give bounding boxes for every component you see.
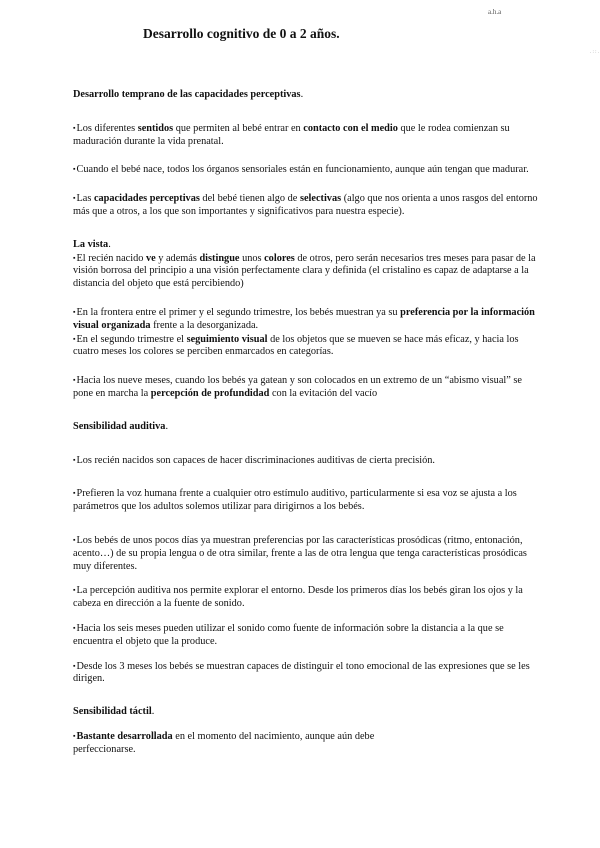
paragraph-tono-emocional: ▪ Desde los 3 meses los bebés se muestran capaces de distinguir el tono emocional de las expresiones que se les dirigen. — [73, 660, 538, 687]
section-heading-vista: La vista. — [73, 238, 111, 250]
section-heading-tactil: Sensibilidad táctil. — [73, 706, 155, 718]
paragraph-selectivas: ▪ Las capacidades perceptivas del bebé tienen algo de selectivas (algo que nos orienta a unos rasgos del entorno más que a otros, a los que son importantes y significativos para nuestra especie). — [73, 192, 538, 219]
edge-marks: . : : . — [590, 50, 600, 55]
paragraph-voz-humana: ▪ Prefieren la voz humana frente a cualquier otro estímulo auditivo, particularmente si esa voz se ajusta a los parámetros que los adultos solemos utilizar para dirigirnos a los bebés. — [73, 487, 538, 514]
section-heading-perceptivas: Desarrollo temprano de las capacidades perceptivas. — [73, 89, 304, 100]
paragraph-discriminaciones: ▪ Los recién nacidos son capaces de hacer discriminaciones auditivas de cierta precisión. — [73, 454, 538, 468]
paragraph-explorar-entorno: ▪ La percepción auditiva nos permite explorar el entorno. Desde los primeros días los bebés giran los ojos y la cabeza en dirección a la fuente de sonido. — [73, 584, 538, 611]
document-title: Desarrollo cognitivo de 0 a 2 años. — [143, 26, 340, 41]
paragraph-seguimiento: ▪ En el segundo trimestre el seguimiento visual de los objetos que se mueven se hace más eficaz, y hacia los cuatro meses los colores se perciben enmarcados en categorías. — [73, 333, 538, 360]
paragraph-profundidad: ▪ Hacia los nueve meses, cuando los bebés ya gatean y son colocados en un extremo de un “abismo visual” se pone en marcha la percepción de profundidad con la evitación del vacío — [73, 374, 538, 401]
paragraph-seis-meses: ▪ Hacia los seis meses pueden utilizar el sonido como fuente de información sobre la distancia a la que se encuentra el objeto que la produce. — [73, 622, 538, 649]
paragraph-organos: ▪ Cuando el bebé nace, todos los órganos sensoriales están en funcionamiento, aunque aún tengan que madurar. — [73, 163, 538, 177]
paragraph-prosodicas: ▪ Los bebés de unos pocos días ya muestran preferencias por las características prosódicas (ritmo, entonación, acento…) de su propia lengua o de otra similar, frente a las de otra lengua que tenga características prosódicas muy diferentes. — [73, 534, 538, 573]
document-body — [73, 89, 538, 757]
paragraph-bastante-desarrollada: ▪ Bastante desarrollada en el momento del nacimiento, aunque aún debe perfeccionarse. — [73, 730, 433, 757]
paragraph-ve-colores: ▪ El recién nacido ve y además distingue unos colores de otros, pero serán necesarios tres meses para pasar de la visión borrosa del principio a una visión perfectamente clara y definida (el cristalino es capaz de adaptarse a la distancia del objeto que está percibiendo) — [73, 252, 538, 291]
section-heading-auditiva: Sensibilidad auditiva. — [73, 420, 169, 432]
corner-mark: a.h.a — [488, 8, 502, 16]
paragraph-preferencia: ▪ En la frontera entre el primer y el segundo trimestre, los bebés muestran ya su preferencia por la información visual organizada frente a la desorganizada. — [73, 306, 538, 333]
paragraph-sentidos: ▪ Los diferentes sentidos que permiten al bebé entrar en contacto con el medio que le rodea comienzan su maduración durante la vida prenatal. — [73, 122, 538, 149]
